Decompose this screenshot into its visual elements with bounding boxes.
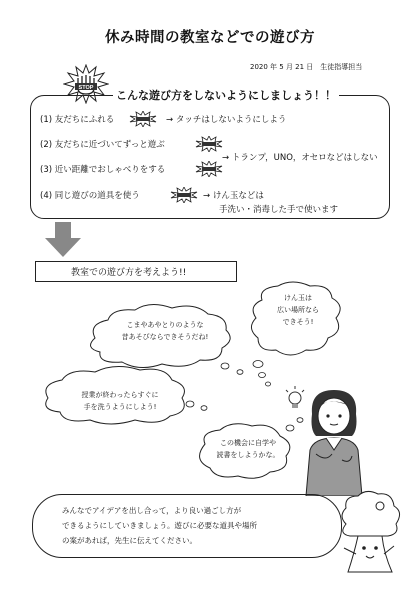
bubble-2-line2: 広い場所なら [277, 306, 319, 314]
bubble-4-line1: この機会に自学や [220, 439, 276, 447]
date-author: 2020 年 5 月 21 日 生徒指導担当 [250, 63, 363, 71]
rule-3-label: (3) 近い距離でおしゃべりをする [40, 165, 166, 175]
rules-heading: こんな遊び方をしないようにしましょう！！ [113, 87, 339, 103]
bubble-1-line2: 昔あそびならできそうだね! [121, 333, 209, 341]
student-illustration [292, 384, 374, 500]
think-label: 教室での遊び方を考えよう!! [71, 268, 187, 278]
rule-4-result-line2: 手洗い・消毒した手で使います [219, 205, 339, 215]
message-line-3: の案があれば，先生に伝えてください。 [62, 536, 197, 545]
message-line-2: できるようにしていきましょう。遊びに必要な道具や場所 [62, 521, 257, 530]
rule-1-result: → タッチはしないようにしよう [166, 115, 287, 125]
rule-2-result: → トランプ，UNO，オセロなどはしない [222, 153, 378, 163]
message-line-1: みんなでアイデアを出し合って，より良い過ごし方が [62, 506, 242, 515]
bubble-3-line1: 授業が終わったらすぐに [81, 391, 159, 399]
stop-icon [195, 136, 223, 156]
rule-4-result: → けん玉などは [203, 191, 264, 201]
stop-icon [129, 111, 157, 131]
bubble-4-line2: 読書をしようかな。 [216, 451, 280, 459]
bubble-3 [65, 389, 175, 413]
stop-icon [170, 187, 198, 207]
page-title: 休み時間の教室などでの遊び方 [105, 30, 315, 46]
stop-icon [195, 161, 223, 181]
rule-1-label: (1) 友だちにふれる [40, 115, 115, 125]
bubble-2 [268, 292, 328, 328]
bubble-3-line2: 手を洗うようにしよう! [83, 403, 157, 411]
stop-label: STOP [78, 85, 94, 91]
bubble-1-line1: こまやあやとりのような [126, 321, 204, 329]
down-arrow-icon [43, 222, 83, 262]
bubble-2-line3: できそう! [282, 318, 314, 326]
mascot-illustration [334, 488, 404, 577]
bubble-1 [115, 319, 215, 343]
bubble-4 [213, 437, 283, 461]
rule-2-label: (2) 友だちに近づいてずっと遊ぶ [40, 140, 165, 150]
rule-4-label: (4) 同じ遊びの道具を使う [40, 191, 140, 201]
bubble-2-line1: けん玉は [284, 294, 312, 302]
